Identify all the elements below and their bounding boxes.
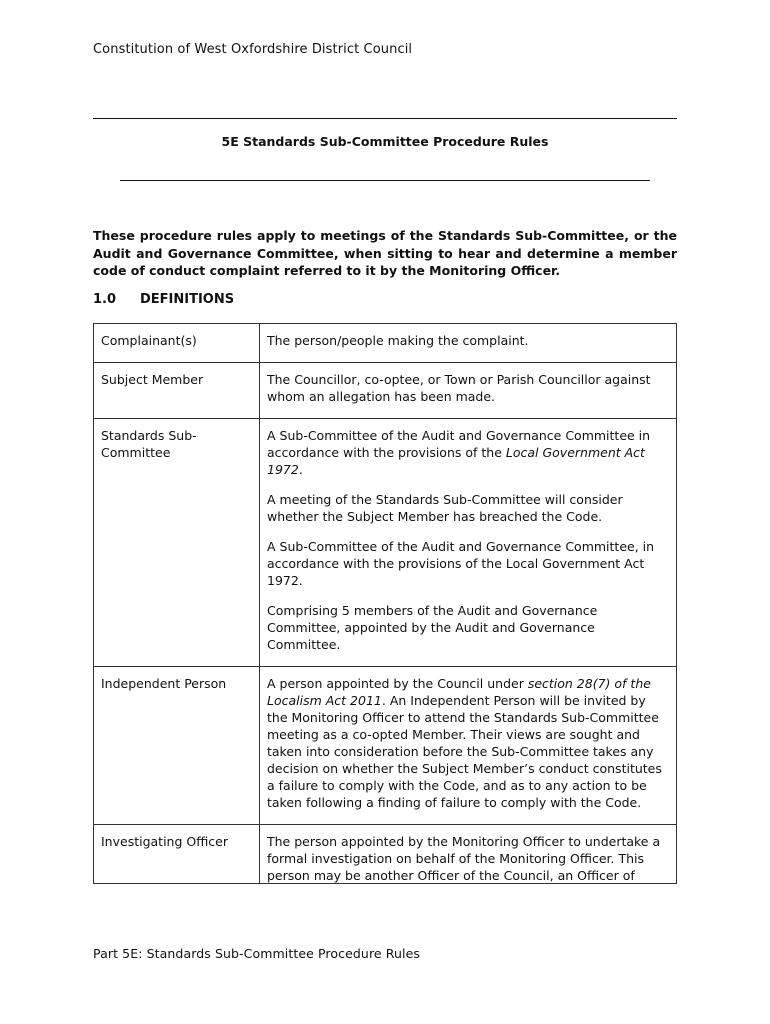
italic-reference: Local Government Act 1972 <box>267 445 645 477</box>
page-footer: Part 5E: Standards Sub-Committee Procedure Rules <box>93 946 420 961</box>
text-run: A meeting of the Standards Sub-Committee will consider whether the Subject Member has breached the Code. <box>267 492 623 524</box>
document-title: 5E Standards Sub-Committee Procedure Rules <box>221 134 549 149</box>
definition-text <box>260 825 677 884</box>
text-run: The person appointed by the Monitoring Officer to undertake a formal investigation on behalf of the Monitoring Officer. This person may be another Officer of the Council, an Officer of <box>267 834 661 883</box>
text-run: . <box>298 462 303 477</box>
definition-term: Subject Member <box>94 363 260 419</box>
definition-row <box>94 363 677 419</box>
title-divider <box>120 180 650 181</box>
definition-paragraph <box>267 371 669 405</box>
definition-paragraph <box>267 427 669 478</box>
definition-paragraph <box>267 332 669 349</box>
text-run: A Sub-Committee of the Audit and Governance Committee, in accordance with the provisions of the Local Government Act 1972. <box>267 539 655 588</box>
definition-term: Independent Person <box>94 667 260 825</box>
definitions-table <box>93 323 677 884</box>
definition-paragraph <box>267 538 669 589</box>
italic-reference: section 28(7) of the Localism Act 2011 <box>267 676 651 708</box>
definition-text <box>260 667 677 825</box>
definition-text <box>260 363 677 419</box>
definition-term: Investigating Officer <box>94 825 260 884</box>
definition-paragraph <box>267 675 669 811</box>
text-run: The person/people making the complaint. <box>267 333 529 348</box>
section-heading <box>93 292 234 307</box>
page-header: Constitution of West Oxfordshire District Council <box>93 42 413 57</box>
definition-row <box>94 324 677 363</box>
definition-row <box>94 419 677 667</box>
text-run: A person appointed by the Council under <box>267 676 528 691</box>
text-run: . An Independent Person will be invited by the Monitoring Officer to attend the Standards Sub-Committee meeting as a co-opted Member. Their views are sought and taken into consideration before the Sub-Committee takes any decision on whether the Subject Member’s conduct constitutes a failure to comply with the Code, and as to any action to be taken following a finding of failure to comply with the Code. <box>267 693 662 810</box>
definition-row <box>94 667 677 825</box>
section-title: DEFINITIONS <box>140 292 235 307</box>
definition-text <box>260 324 677 363</box>
definition-term: Standards Sub-Committee <box>94 419 260 667</box>
text-run: Comprising 5 members of the Audit and Governance Committee, appointed by the Audit and Governance Committee. <box>267 603 598 652</box>
section-number: 1.0 <box>93 292 117 307</box>
top-divider <box>93 118 677 119</box>
text-run: A Sub-Committee of the Audit and Governance Committee in accordance with the provisions of the <box>267 428 651 460</box>
definition-term: Complainant(s) <box>94 324 260 363</box>
text-run: The Councillor, co-optee, or Town or Parish Councillor against whom an allegation has been made. <box>267 372 651 404</box>
definition-row <box>94 825 677 884</box>
definition-paragraph <box>267 491 669 525</box>
definition-paragraph <box>267 602 669 653</box>
definition-paragraph <box>267 833 669 883</box>
definition-text <box>260 419 677 667</box>
intro-paragraph: These procedure rules apply to meetings of the Standards Sub-Committee, or the Audit and Governance Committee, when sitting to hear and determine a member code of conduct complaint referred to it by the Monitoring Officer. <box>93 228 677 278</box>
